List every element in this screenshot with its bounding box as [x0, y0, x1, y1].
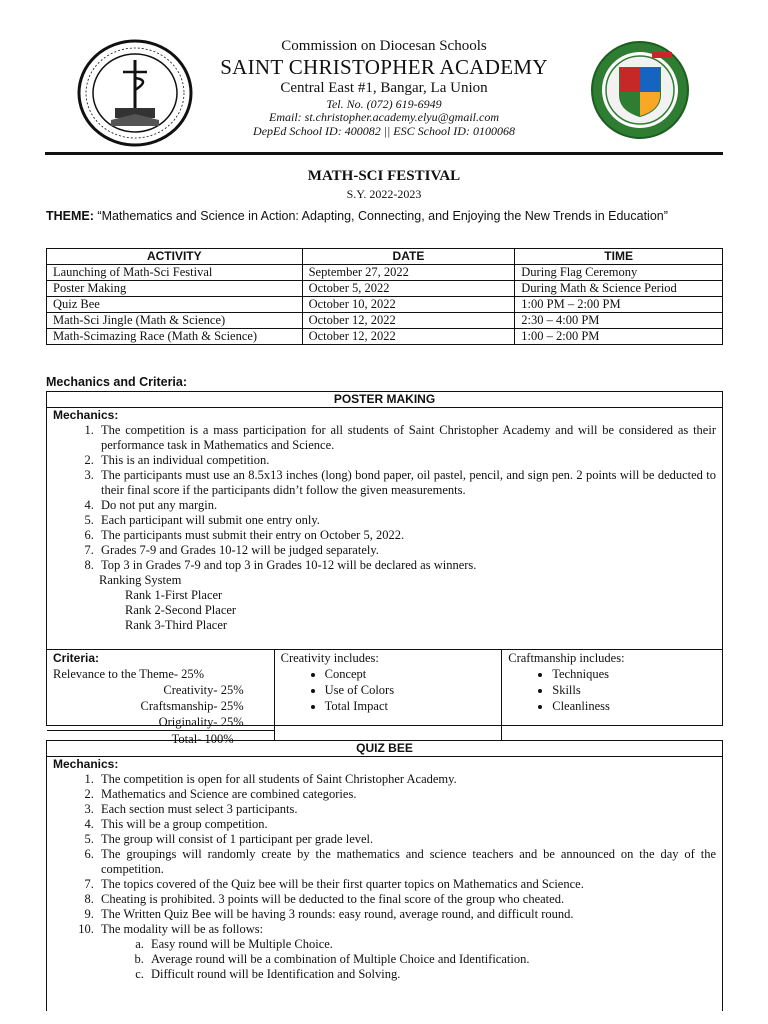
commission-name: Commission on Diocesan Schools — [281, 38, 487, 54]
time-cell: During Flag Ceremony — [515, 265, 723, 281]
modality-intro: The modality will be as follows: — [101, 922, 264, 936]
date-cell: October 5, 2022 — [302, 281, 515, 297]
poster-making-title: POSTER MAKING — [47, 392, 722, 408]
criteria-item: Originality- 25% — [47, 714, 274, 731]
list-item: • Techniques — [552, 666, 722, 682]
list-item: 8. Cheating is prohibited. 3 points will be deducted to the final score of the group who cheated. — [97, 892, 716, 907]
table-row — [47, 329, 723, 345]
school-year: S.Y. 2022-2023 — [346, 187, 422, 201]
date-cell: September 27, 2022 — [302, 265, 515, 281]
header-divider — [45, 152, 723, 155]
poster-mechanics-list — [47, 423, 722, 573]
craftsmanship-list — [508, 666, 722, 714]
activity-cell: Math-Scimazing Race (Math & Science) — [47, 329, 303, 345]
list-item: a. Easy round will be Multiple Choice. — [147, 937, 716, 952]
column-header-date: DATE — [302, 249, 515, 265]
theme-statement — [46, 209, 716, 224]
poster-mechanics-label: Mechanics: — [53, 408, 119, 422]
table-row — [47, 297, 723, 313]
time-cell: 2:30 – 4:00 PM — [515, 313, 723, 329]
activity-cell: Math-Sci Jingle (Math & Science) — [47, 313, 303, 329]
rank-item: Rank 3-Third Placer — [125, 618, 228, 632]
list-item: • Skills — [552, 682, 722, 698]
criteria-item: Relevance to the Theme- 25% — [53, 667, 205, 681]
document-title: MATH-SCI FESTIVAL — [307, 168, 461, 184]
creativity-list — [281, 666, 502, 714]
list-item: 9. The Written Quiz Bee will be having 3 rounds: easy round, average round, and difficult round. — [97, 907, 716, 922]
column-header-time: TIME — [515, 249, 723, 265]
email-address: Email: st.christopher.academy.elyu@gmail.com — [269, 110, 499, 124]
date-cell: October 10, 2022 — [302, 297, 515, 313]
poster-mechanics — [47, 408, 722, 650]
criteria-label: Criteria: — [53, 651, 100, 665]
rank-item: Rank 1-First Placer — [125, 588, 223, 602]
list-item: 4. This will be a group competition. — [97, 817, 716, 832]
activity-cell: Poster Making — [47, 281, 303, 297]
list-item: 7. Grades 7-9 and Grades 10-12 will be judged separately. — [97, 543, 716, 558]
list-item: 6. The participants must submit their entry on October 5, 2022. — [97, 528, 716, 543]
telephone-number: Tel. No. (072) 619-6949 — [326, 97, 442, 111]
list-item: • Use of Colors — [325, 682, 502, 698]
date-cell: October 12, 2022 — [302, 313, 515, 329]
schedule-header-row — [47, 249, 723, 265]
theme-text: “Mathematics and Science in Action: Adapting, Connecting, and Enjoying the New Trends in Education” — [97, 209, 668, 223]
poster-making-section — [46, 391, 723, 746]
criteria-item: Creativity- 25% — [163, 683, 244, 697]
activity-cell: Launching of Math-Sci Festival — [47, 265, 303, 281]
list-item: 5. The group will consist of 1 participant per grade level. — [97, 832, 716, 847]
time-cell: 1:00 – 2:00 PM — [515, 329, 723, 345]
list-item: 5. Each participant will submit one entry only. — [97, 513, 716, 528]
list-item: 6. The groupings will randomly create by the mathematics and science teachers and be announced on the day of the competition. — [97, 847, 716, 877]
poster-criteria-row — [47, 650, 722, 746]
table-row — [47, 313, 723, 329]
craftsmanship-column — [502, 650, 722, 741]
quiz-bee-title: QUIZ BEE — [47, 741, 722, 757]
list-item: • Total Impact — [325, 698, 502, 714]
list-item: 2. Mathematics and Science are combined categories. — [97, 787, 716, 802]
criteria-total: Total- 100% — [171, 732, 234, 746]
modality-list — [101, 937, 716, 982]
criteria-column — [47, 650, 275, 746]
rank-item: Rank 2-Second Placer — [125, 603, 237, 617]
craftsmanship-label: Craftmanship includes: — [508, 651, 625, 665]
list-item: 3. The participants must use an 8.5x13 inches (long) bond paper, oil pastel, pencil, and sign pen. 2 points will be deducted to their final score if the participants didn’t follow the given measurements. — [97, 468, 716, 498]
list-item: c. Difficult round will be Identification and Solving. — [147, 967, 716, 982]
list-item — [97, 922, 716, 982]
list-item: 4. Do not put any margin. — [97, 498, 716, 513]
quiz-mechanics-label: Mechanics: — [53, 757, 119, 771]
table-row — [47, 281, 723, 297]
school-address: Central East #1, Bangar, La Union — [280, 80, 488, 96]
school-ids: DepEd School ID: 400082 || ESC School ID: 0100068 — [253, 124, 515, 138]
quiz-bee-section — [46, 740, 723, 1011]
creativity-column — [275, 650, 503, 741]
quiz-mechanics-list — [47, 772, 722, 982]
activity-cell: Quiz Bee — [47, 297, 303, 313]
ranking-label: Ranking System — [99, 573, 182, 587]
list-item: b. Average round will be a combination of Multiple Choice and Identification. — [147, 952, 716, 967]
list-item: 1. The competition is open for all students of Saint Christopher Academy. — [97, 772, 716, 787]
table-row — [47, 265, 723, 281]
school-name: SAINT CHRISTOPHER ACADEMY — [220, 55, 548, 79]
mechanics-criteria-heading: Mechanics and Criteria: — [46, 375, 188, 389]
creativity-label: Creativity includes: — [280, 651, 379, 665]
theme-label: THEME: — [46, 209, 94, 223]
time-cell: 1:00 PM – 2:00 PM — [515, 297, 723, 313]
list-item: 7. The topics covered of the Quiz bee will be their first quarter topics on Mathematics and Science. — [97, 877, 716, 892]
criteria-item: Craftsmanship- 25% — [140, 699, 244, 713]
time-cell: During Math & Science Period — [515, 281, 723, 297]
list-item: 2. This is an individual competition. — [97, 453, 716, 468]
column-header-activity: ACTIVITY — [47, 249, 303, 265]
list-item: 1. The competition is a mass participation for all students of Saint Christopher Academy and will be considered as their performance task in Mathematics and Science. — [97, 423, 716, 453]
list-item: 3. Each section must select 3 participants. — [97, 802, 716, 817]
schedule-table — [46, 248, 723, 345]
list-item: 8. Top 3 in Grades 7-9 and top 3 in Grades 10-12 will be declared as winners. — [97, 558, 716, 573]
date-cell: October 12, 2022 — [302, 329, 515, 345]
list-item: • Cleanliness — [552, 698, 722, 714]
list-item: • Concept — [325, 666, 502, 682]
ranking-system — [47, 573, 722, 633]
